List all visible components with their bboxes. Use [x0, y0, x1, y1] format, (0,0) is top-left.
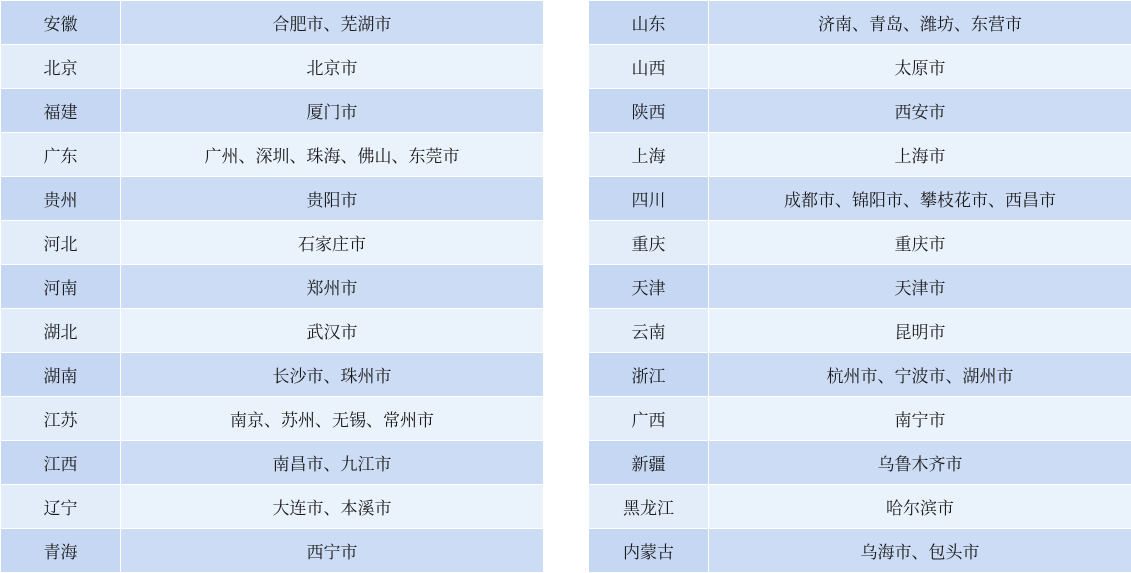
left-table	[0, 0, 544, 573]
cities-cell: 贵阳市	[121, 177, 544, 221]
column-gap	[543, 0, 588, 568]
province-cell: 云南	[589, 309, 709, 353]
cities-cell: 哈尔滨市	[709, 485, 1131, 529]
table-row	[589, 441, 1131, 485]
table-row	[1, 133, 544, 177]
cities-cell: 成都市、锦阳市、攀枝花市、西昌市	[709, 177, 1131, 221]
cities-cell: 乌鲁木齐市	[709, 441, 1131, 485]
table-row	[1, 397, 544, 441]
province-cell: 湖北	[1, 309, 121, 353]
table-row	[1, 353, 544, 397]
cities-cell: 乌海市、包头市	[709, 529, 1131, 573]
cities-cell: 长沙市、珠州市	[121, 353, 544, 397]
province-cell: 福建	[1, 89, 121, 133]
province-cell: 广西	[589, 397, 709, 441]
table-row	[1, 1, 544, 45]
table-row	[1, 529, 544, 573]
table-row	[589, 221, 1131, 265]
table-row	[589, 309, 1131, 353]
cities-cell: 石家庄市	[121, 221, 544, 265]
cities-cell: 太原市	[709, 45, 1131, 89]
cities-cell: 西宁市	[121, 529, 544, 573]
cities-cell: 天津市	[709, 265, 1131, 309]
right-table-body	[589, 1, 1131, 573]
province-cell: 天津	[589, 265, 709, 309]
cities-cell: 南京、苏州、无锡、常州市	[121, 397, 544, 441]
province-cell: 重庆	[589, 221, 709, 265]
province-cell: 辽宁	[1, 485, 121, 529]
cities-cell: 西安市	[709, 89, 1131, 133]
cities-cell: 合肥市、芜湖市	[121, 1, 544, 45]
table-row	[1, 441, 544, 485]
cities-cell: 北京市	[121, 45, 544, 89]
table-row	[589, 133, 1131, 177]
table-row	[589, 89, 1131, 133]
table-row	[589, 265, 1131, 309]
table-row	[589, 529, 1131, 573]
cities-cell: 大连市、本溪市	[121, 485, 544, 529]
province-cell: 黑龙江	[589, 485, 709, 529]
table-row	[589, 1, 1131, 45]
cities-cell: 郑州市	[121, 265, 544, 309]
province-cell: 陕西	[589, 89, 709, 133]
right-table	[588, 0, 1131, 573]
province-cell: 浙江	[589, 353, 709, 397]
cities-cell: 南昌市、九江市	[121, 441, 544, 485]
left-table-body	[1, 1, 544, 573]
province-cell: 北京	[1, 45, 121, 89]
cities-cell: 上海市	[709, 133, 1131, 177]
cities-cell: 昆明市	[709, 309, 1131, 353]
province-cell: 内蒙古	[589, 529, 709, 573]
table-row	[589, 353, 1131, 397]
left-table-wrap	[0, 0, 543, 568]
table-row	[1, 265, 544, 309]
province-cell: 贵州	[1, 177, 121, 221]
province-cell: 湖南	[1, 353, 121, 397]
province-cell: 安徽	[1, 1, 121, 45]
table-row	[1, 89, 544, 133]
table-row	[1, 177, 544, 221]
table-row	[1, 221, 544, 265]
table-row	[589, 45, 1131, 89]
cities-cell: 南宁市	[709, 397, 1131, 441]
cities-cell: 杭州市、宁波市、湖州市	[709, 353, 1131, 397]
table-row	[1, 309, 544, 353]
province-cell: 新疆	[589, 441, 709, 485]
province-cell: 四川	[589, 177, 709, 221]
table-row	[1, 485, 544, 529]
province-cell: 河南	[1, 265, 121, 309]
table-row	[1, 45, 544, 89]
province-cell: 江苏	[1, 397, 121, 441]
province-cell: 广东	[1, 133, 121, 177]
cities-cell: 广州、深圳、珠海、佛山、东莞市	[121, 133, 544, 177]
cities-cell: 厦门市	[121, 89, 544, 133]
cities-cell: 重庆市	[709, 221, 1131, 265]
right-table-wrap	[588, 0, 1131, 568]
province-cell: 江西	[1, 441, 121, 485]
table-row	[589, 177, 1131, 221]
cities-cell: 武汉市	[121, 309, 544, 353]
table-row	[589, 485, 1131, 529]
province-cell: 上海	[589, 133, 709, 177]
province-cell: 河北	[1, 221, 121, 265]
province-cell: 山东	[589, 1, 709, 45]
table-row	[589, 397, 1131, 441]
cities-cell: 济南、青岛、潍坊、东营市	[709, 1, 1131, 45]
province-cell: 山西	[589, 45, 709, 89]
province-cell: 青海	[1, 529, 121, 573]
